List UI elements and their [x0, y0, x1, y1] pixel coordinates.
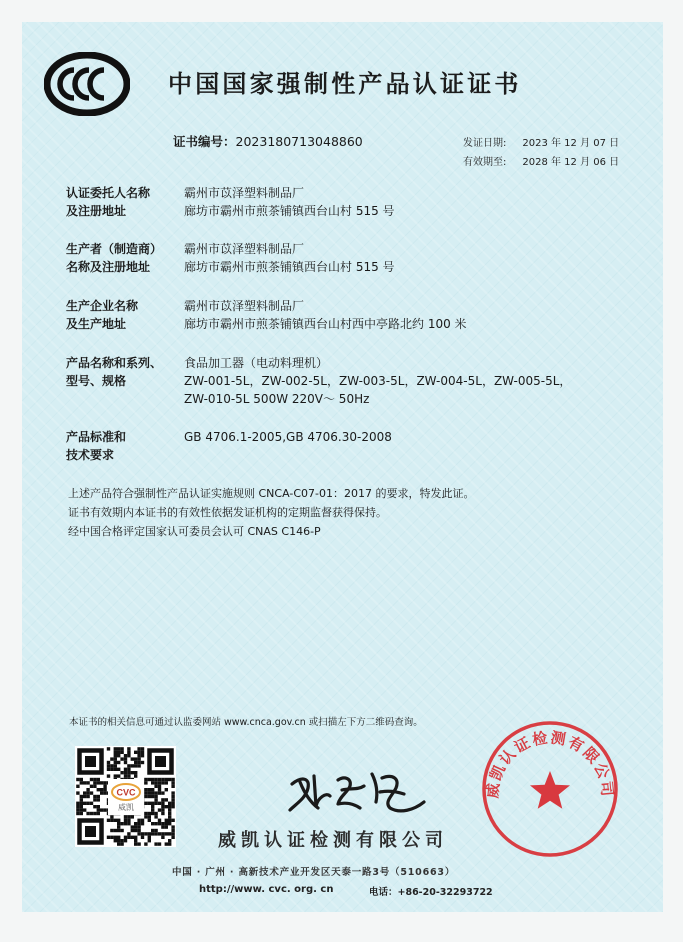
product-models-line1: ZW-001-5L，ZW-002-5L，ZW-003-5L，ZW-004-5L，ZW-005-5L， — [184, 374, 572, 388]
applicant-name: 霸州市苡泽塑料制品厂 — [184, 186, 305, 200]
manufacturer-label-line1: 生产者（制造商） — [66, 242, 163, 256]
product-label-line2: 型号、规格 — [66, 374, 127, 388]
standard-label-line2: 技术要求 — [66, 448, 115, 462]
certificate-title: 中国国家强制性产品认证证书 — [168, 70, 522, 98]
manufacturer-address: 廊坊市霸州市煎茶铺镇西台山村 515 号 — [184, 260, 395, 274]
product-models-line2: ZW-010-5L 500W 220V～ 50Hz — [184, 392, 370, 406]
certificate-number-label: 证书编号： — [173, 134, 236, 149]
factory-label-line1: 生产企业名称 — [66, 299, 139, 313]
expiry-date-label: 有效期至: — [463, 157, 507, 168]
official-seal-stamp — [480, 719, 620, 859]
certificate-sheet — [22, 22, 663, 912]
verification-notice: 本证书的相关信息可通过认监委网站 www.cnca.gov.cn 或扫描左下方二维码查询。 — [69, 717, 423, 728]
qr-logo-text: CVC — [116, 787, 136, 798]
issue-date-value: 2023 年 12 月 07 日 — [522, 138, 620, 149]
certificate-number-value: 2023180713048860 — [235, 134, 363, 149]
issuer-telephone: 电话：+86-20-32293722 — [369, 887, 493, 898]
applicant-label — [66, 184, 150, 220]
statement-line3: 经中国合格评定国家认可委员会认可 CNAS C146-P — [68, 525, 321, 538]
manufacturer-name: 霸州市苡泽塑料制品厂 — [184, 242, 305, 256]
statement — [68, 484, 474, 541]
manufacturer-label-line2: 名称及注册地址 — [66, 260, 151, 274]
expiry-date-row — [463, 153, 619, 168]
product-name: 食品加工器（电动料理机） — [184, 356, 329, 370]
product-value — [184, 354, 571, 408]
certificate-number — [173, 132, 363, 150]
applicant-value — [184, 184, 395, 220]
factory-label — [66, 297, 138, 333]
expiry-date-value: 2028 年 12 月 06 日 — [522, 157, 620, 168]
issue-date-row — [463, 134, 619, 149]
product-label-line1: 产品名称和系列、 — [66, 356, 163, 370]
issuer-website-link[interactable]: http://www. cvc. org. cn — [199, 884, 334, 895]
applicant-address: 廊坊市霸州市煎茶铺镇西台山村 515 号 — [184, 204, 395, 218]
factory-value — [184, 297, 467, 333]
factory-address: 廊坊市霸州市煎茶铺镇西台山村西中亭路北约 100 米 — [184, 317, 467, 331]
standard-value: GB 4706.1-2005,GB 4706.30-2008 — [184, 430, 392, 444]
manufacturer-value — [184, 240, 395, 276]
issuer-address: 中国 · 广州 · 高新技术产业开发区天泰一路3号（510663） — [172, 867, 456, 878]
standard-label-line1: 产品标准和 — [66, 430, 127, 444]
statement-line1: 上述产品符合强制性产品认证实施规则 CNCA-C07-01：2017 的要求，特发此证。 — [68, 487, 475, 500]
seal-star-icon — [530, 771, 570, 809]
manufacturer-label — [66, 240, 162, 276]
issue-date-label: 发证日期: — [463, 138, 507, 149]
product-label — [66, 354, 162, 390]
seal-ring-text: 威凯认证检测有限公司 — [483, 728, 617, 799]
cvc-logo-icon — [108, 779, 144, 815]
signature-image — [280, 762, 430, 822]
standard-label — [66, 428, 126, 464]
factory-label-line2: 及生产地址 — [66, 317, 127, 331]
statement-line2: 证书有效期内本证书的有效性依据发证机构的定期监督获得保持。 — [68, 506, 387, 519]
applicant-label-line2: 及注册地址 — [66, 204, 127, 218]
factory-name: 霸州市苡泽塑料制品厂 — [184, 299, 305, 313]
issuer-company-name: 威凯认证检测有限公司 — [218, 830, 448, 851]
qr-logo-subtext: 威凯 — [118, 803, 134, 812]
applicant-label-line1: 认证委托人名称 — [66, 186, 151, 200]
ccc-logo-icon — [44, 52, 130, 116]
qr-code[interactable] — [75, 746, 176, 847]
